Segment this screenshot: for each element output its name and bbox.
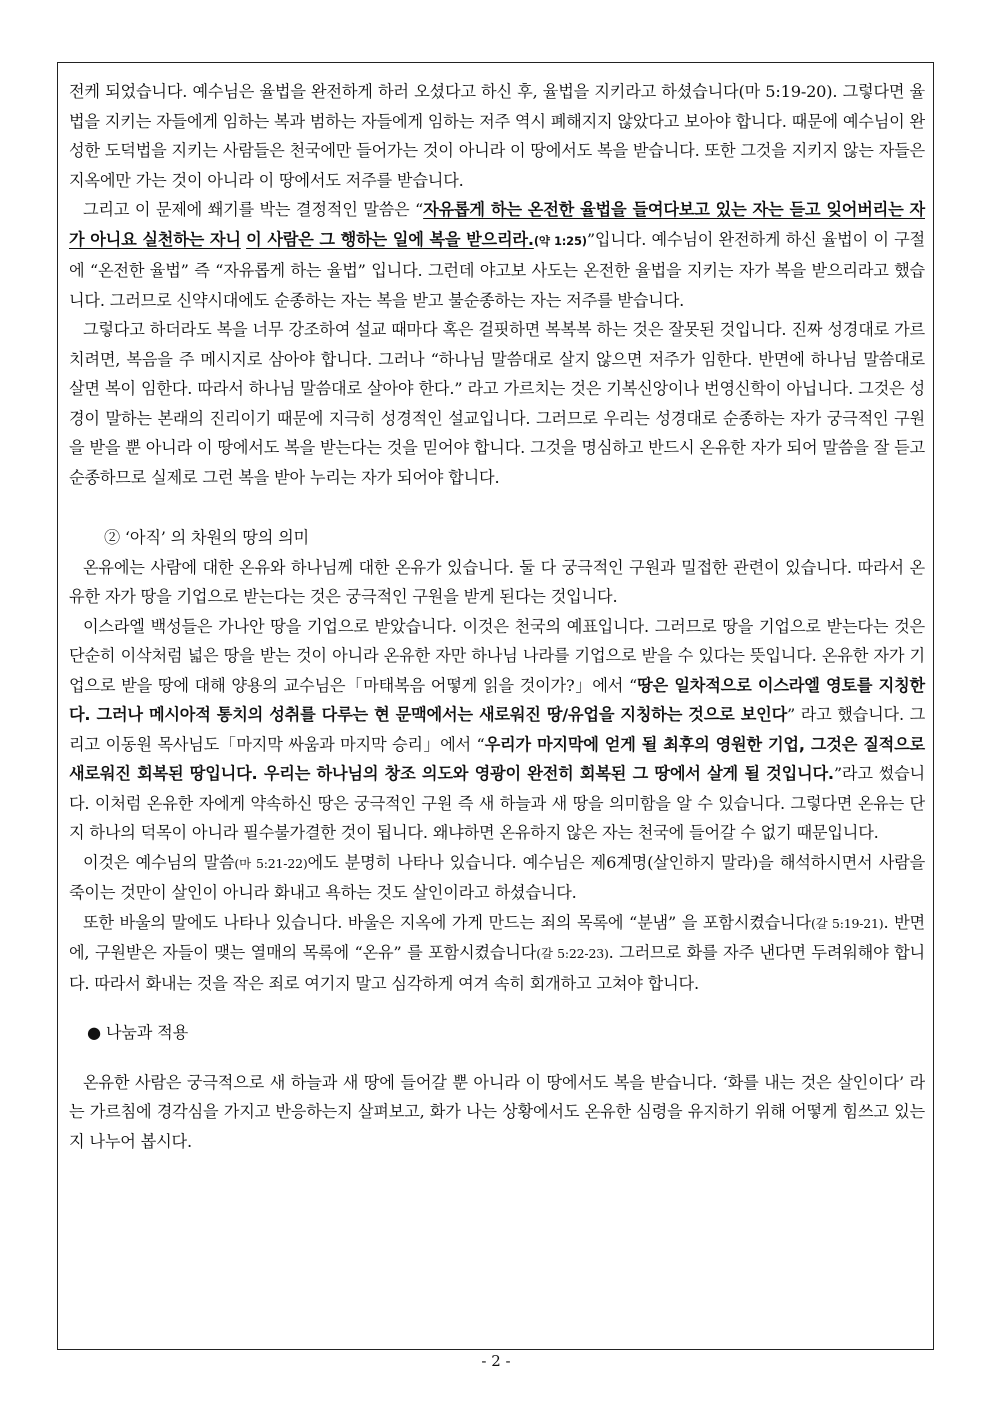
p5-quote-2: 우리가 마지막에 얻게 될 최후의 영원한 기업, 그것은 질적으로 새로워진 회복된 땅입니다. 우리는 하나님의 창조 의도와 영광이 완전히 회복된 그 땅에서 살게 될 것입니다. bbox=[69, 734, 925, 783]
p2-post: ”입니다. 예수님이 완전하게 하신 율법이 이 구절에 “온전한 율법” 즉 “자유롭게 하는 율법” 입니다. 그런데 야고보 사도는 온전한 율법을 지키는 자가 복을 받으리라고 했습니다. 그러므로 신약시대에도 순종하는 자는 복을 받고 불순종하는 자는 저주를 받습니다. bbox=[69, 229, 925, 310]
paragraph-5 bbox=[69, 612, 925, 848]
paragraph-3: 그렇다고 하더라도 복을 너무 강조하여 설교 때마다 혹은 걸핏하면 복복복 하는 것은 잘못된 것입니다. 진짜 성경대로 가르치려면, 복음을 주 메시지로 삼아야 합니다. 그러나 “하나님 말씀대로 살지 않으면 저주가 임한다. 반면에 하나님 말씀대로 살면 복이 임한다. 따라서 하나님 말씀대로 살아야 한다.” 라고 가르치는 것은 기복신앙이나 번영신학이 아닙니다. 그것은 성경이 말하는 본래의 진리이기 때문에 지극히 성경적인 설교입니다. 그러므로 우리는 성경대로 순종하는 자가 궁극적인 구원을 받을 뿐 아니라 이 땅에서도 복을 받는다는 것을 믿어야 합니다. 그것을 명심하고 반드시 온유한 자가 되어 말씀을 잘 듣고 순종하므로 실제로 그런 복을 받아 누리는 자가 되어야 합니다. bbox=[69, 320, 925, 487]
p2-quote-part2: 실천하는 자니 bbox=[142, 229, 241, 249]
section-heading-2: ② ‘아직’ 의 차원의 땅의 의미 bbox=[104, 528, 309, 547]
p5-e: ”라고 썼습니다. 이처럼 온유한 자에게 약속하신 땅은 궁극적인 구원 즉 새 하늘과 새 땅을 의미함을 알 수 있습니다. 그렇다면 온유는 단지 하나의 덕목이 아니라 필수불가결한 것이 됩니다. 왜냐하면 온유하지 않은 자는 천국에 들어갈 수 없기 때문입니다. bbox=[69, 764, 925, 842]
paragraph-1: 전케 되었습니다. 예수님은 율법을 완전하게 하러 오셨다고 하신 후, 율법을 지키라고 하셨습니다(마 5:19-20). 그렇다면 율법을 지키는 자들에게 임하는 복과 범하는 자들에게 임하는 저주 역시 폐해지지 않았다고 보아야 합니다. 때문에 예수님이 완성한 도덕법을 지키는 사람들은 천국에만 들어가는 것이 아니라 이 땅에서도 복을 받습니다. 또한 그것을 지키지 않는 자들은 지옥에만 가는 것이 아니라 이 땅에서도 저주를 받습니다. bbox=[69, 82, 925, 190]
p6-a: 이것은 예수님의 말씀 bbox=[83, 852, 235, 872]
page-number: - 2 - bbox=[481, 1352, 511, 1370]
sharing-heading: ● 나눔과 적용 bbox=[87, 1023, 189, 1042]
p2-quote-part3: 이 사람은 그 행하는 일에 복을 받으리라. bbox=[246, 229, 534, 249]
paragraph-2 bbox=[69, 195, 925, 315]
p2-pre: 그리고 이 문제에 쐐기를 박는 결정적인 말씀은 “ bbox=[83, 200, 424, 219]
p5-quote-1: 땅은 일차적으로 이스라엘 영토를 지칭한다. 그러나 메시아적 통치의 성취를 다루는 현 문맥에서는 새로워진 땅/유업을 지칭하는 것으로 보인다 bbox=[69, 675, 925, 724]
content-frame bbox=[57, 62, 934, 1350]
p6-reference: (마 5:21-22) bbox=[234, 855, 308, 871]
p2-reference: (약 1:25) bbox=[533, 233, 587, 248]
p7-c: . 그러므로 화를 자주 낸다면 두려워해야 합니다. 따라서 화내는 것을 작은 죄로 여기지 말고 심각하게 여겨 속히 회개하고 고쳐야 합니다. bbox=[69, 943, 925, 993]
paragraph-7 bbox=[69, 908, 925, 999]
p7-reference-1: (갈 5:19-21) bbox=[810, 915, 884, 931]
p2-quote-part1: 자유롭게 하는 온전한 율법을 들여다보고 있는 자는 듣고 잊어버리는 자가 아니요 bbox=[69, 200, 925, 249]
p7-reference-2: (갈 5:22-23) bbox=[536, 946, 609, 961]
p5-a: 이스라엘 백성들은 가나안 땅을 기업으로 받았습니다. 이것은 천국의 예표입니다. 그러므로 땅을 기업으로 받는다는 것은 단순히 이삭처럼 넓은 땅을 받는 것이 아니라 온유한 자만 하나님 나라를 기업으로 받을 수 있다는 뜻입니다. 온유한 자가 기업으로 받을 땅에 대해 양용의 교수님은「마태복음 어떻게 읽을 것이가?」에서 “ bbox=[69, 616, 925, 695]
paragraph-4: 온유에는 사람에 대한 온유와 하나님께 대한 온유가 있습니다. 둘 다 궁극적인 구원과 밀접한 관련이 있습니다. 따라서 온유한 자가 땅을 기업으로 받는다는 것은 궁극적인 구원을 받게 된다는 것입니다. bbox=[69, 557, 925, 606]
p7-b: . 반면에, 구원받은 자들이 맺는 열매의 목록에 “온유” 를 포함시켰습니다 bbox=[69, 912, 925, 962]
paragraph-6 bbox=[69, 848, 925, 908]
p7-a: 또한 바울의 말에도 나타나 있습니다. 바울은 지옥에 가게 만드는 죄의 목록에 “분냄” 을 포함시켰습니다 bbox=[83, 912, 811, 932]
p5-c: ” 라고 했습니다. 그리고 이동원 목사님도「마지막 싸움과 마지막 승리」에서 “ bbox=[69, 705, 926, 754]
p6-b: 에도 분명히 나타나 있습니다. 예수님은 제6계명(살인하지 말라)을 해석하시면서 사람을 죽이는 것만이 살인이 아니라 화내고 욕하는 것도 살인이라고 하셨습니다. bbox=[69, 852, 926, 902]
paragraph-8: 온유한 사람은 궁극적으로 새 하늘과 새 땅에 들어갈 뿐 아니라 이 땅에서도 복을 받습니다. ‘화를 내는 것은 살인이다’ 라는 가르침에 경각심을 가지고 반응하는지 살펴보고, 화가 나는 상황에서도 온유한 심령을 유지하기 위해 어떻게 힘쓰고 있는지 나누어 봅시다. bbox=[69, 1072, 925, 1151]
